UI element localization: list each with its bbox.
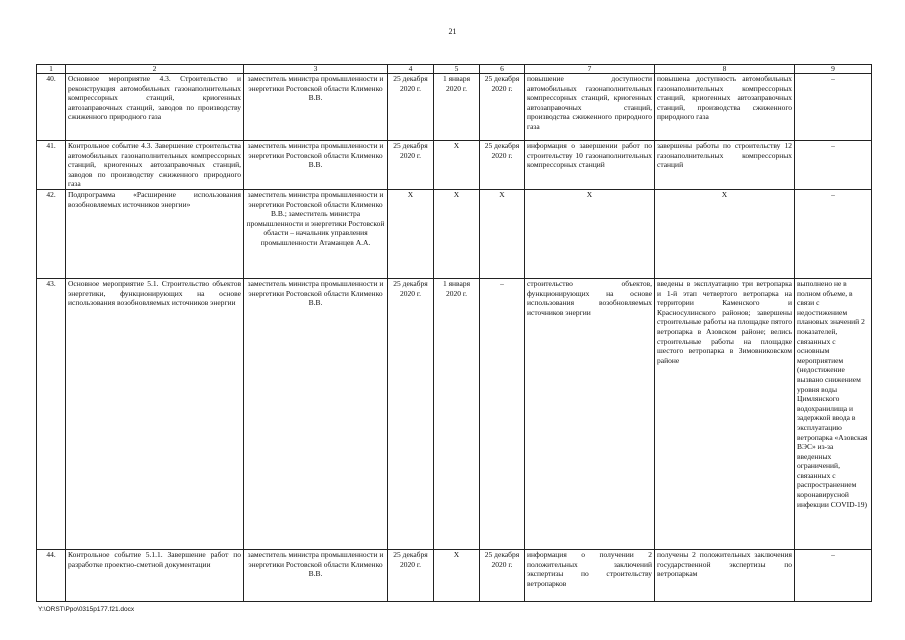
column-number: 6 <box>480 65 525 74</box>
row-number: 43. <box>37 279 66 550</box>
end-date: 25 декабря 2020 г. <box>480 141 525 190</box>
column-number: 2 <box>66 65 244 74</box>
event-name: Контрольное событие 5.1.1. Завершение работ по разработке проектно-сметной документации <box>66 550 244 602</box>
responsible: заместитель министра промышленности и энергетики Ростовской области Клименко В.В.; заместитель министра промышленности и энергетики Ростовской области – начальник управления промышленности Атаманцев А.А. <box>244 190 388 279</box>
table-row <box>37 190 872 279</box>
responsible: заместитель министра промышленности и энергетики Ростовской области Клименко В.В. <box>244 141 388 190</box>
start-date: Х <box>434 190 480 279</box>
end-date: – <box>480 279 525 550</box>
start-date: Х <box>434 550 480 602</box>
actual-result: Х <box>655 190 795 279</box>
column-number: 5 <box>434 65 480 74</box>
end-date: 25 декабря 2020 г. <box>480 74 525 141</box>
start-date: Х <box>434 141 480 190</box>
start-date: 1 января 2020 г. <box>434 74 480 141</box>
actual-result: повышена доступность автомобильных газонаполнительных компрессорных станций, криогенных автозаправочных станций, производства сжиженного природного газа <box>655 74 795 141</box>
note: – <box>795 74 872 141</box>
actual-result: завершены работы по строительству 12 газонаполнительных компрессорных станций <box>655 141 795 190</box>
expected-result: повышение доступности автомобильных газонаполнительных компрессорных станций, криогенных автозаправочных станций, производства сжиженного природного газа <box>525 74 655 141</box>
column-number: 1 <box>37 65 66 74</box>
start-date: 1 января 2020 г. <box>434 279 480 550</box>
responsible: заместитель министра промышленности и энергетики Ростовской области Клименко В.В. <box>244 279 388 550</box>
column-number: 7 <box>525 65 655 74</box>
row-number: 44. <box>37 550 66 602</box>
report-table <box>36 64 872 602</box>
row-number: 41. <box>37 141 66 190</box>
plan-date: 25 декабря 2020 г. <box>388 550 434 602</box>
plan-date: Х <box>388 190 434 279</box>
actual-result: получены 2 положительных заключения государственной экспертизы по ветропаркам <box>655 550 795 602</box>
expected-result: Х <box>525 190 655 279</box>
column-number: 8 <box>655 65 795 74</box>
event-name: Основное мероприятие 4.3. Строительство и реконструкция автомобильных газонаполнительных компрессорных станций, криогенных автозаправочных станций, заводов по производству сжиженного природного газа <box>66 74 244 141</box>
row-number: 42. <box>37 190 66 279</box>
note: – <box>795 141 872 190</box>
column-number: 3 <box>244 65 388 74</box>
event-name: Основное мероприятие 5.1. Строительство объектов энергетики, функционирующих на основе использования возобновляемых источников энергии <box>66 279 244 550</box>
file-path-footer: Y:\ORST\Ppo\0315p177.f21.docx <box>38 606 135 613</box>
event-name: Контрольное событие 4.3. Завершение строительства автомобильных газонаполнительных компрессорных станций, криогенных автозаправочных станций, заводов по производству сжиженного природного газа <box>66 141 244 190</box>
table-row <box>37 550 872 602</box>
actual-result: введены в эксплуатацию три ветропарка и 1-й этап четвертого ветропарка на территории Каменского и Красносулинского районов; завершены строительные работы на площадке пятого ветропарка в Азовском районе; велись строительные работы на площадке шестого ветропарка в Зимовниковском районе <box>655 279 795 550</box>
note: – <box>795 550 872 602</box>
page-number: 21 <box>448 27 457 36</box>
end-date: Х <box>480 190 525 279</box>
plan-date: 25 декабря 2020 г. <box>388 74 434 141</box>
row-number: 40. <box>37 74 66 141</box>
plan-date: 25 декабря 2020 г. <box>388 141 434 190</box>
table-row <box>37 141 872 190</box>
table-row <box>37 74 872 141</box>
plan-date: 25 декабря 2020 г. <box>388 279 434 550</box>
responsible: заместитель министра промышленности и энергетики Ростовской области Клименко В.В. <box>244 550 388 602</box>
expected-result: информация о получении 2 положительных заключений экспертизы по строительству ветропарков <box>525 550 655 602</box>
table-row <box>37 279 872 550</box>
note: – <box>795 190 872 279</box>
column-number: 9 <box>795 65 872 74</box>
column-number-row <box>37 65 872 74</box>
note: выполнено не в полном объеме, в связи с недостижением плановых значений 2 показателей, связанных с основным мероприятием (недостижение вызвано снижением уровня воды Цимлянского водохранилища и задержкой ввода в эксплуатацию ветропарка «Азовская ВЭС» из-за введенных ограничений, связанных с распространением коронавирусной инфекции COVID-19) <box>795 279 872 550</box>
end-date: 25 декабря 2020 г. <box>480 550 525 602</box>
expected-result: строительство объектов, функционирующих на основе использования возобновляемых источников энергии <box>525 279 655 550</box>
responsible: заместитель министра промышленности и энергетики Ростовской области Клименко В.В. <box>244 74 388 141</box>
column-number: 4 <box>388 65 434 74</box>
expected-result: информация о завершении работ по строительству 10 газонаполнительных компрессорных станций <box>525 141 655 190</box>
event-name: Подпрограмма «Расширение использования возобновляемых источников энергии» <box>66 190 244 279</box>
